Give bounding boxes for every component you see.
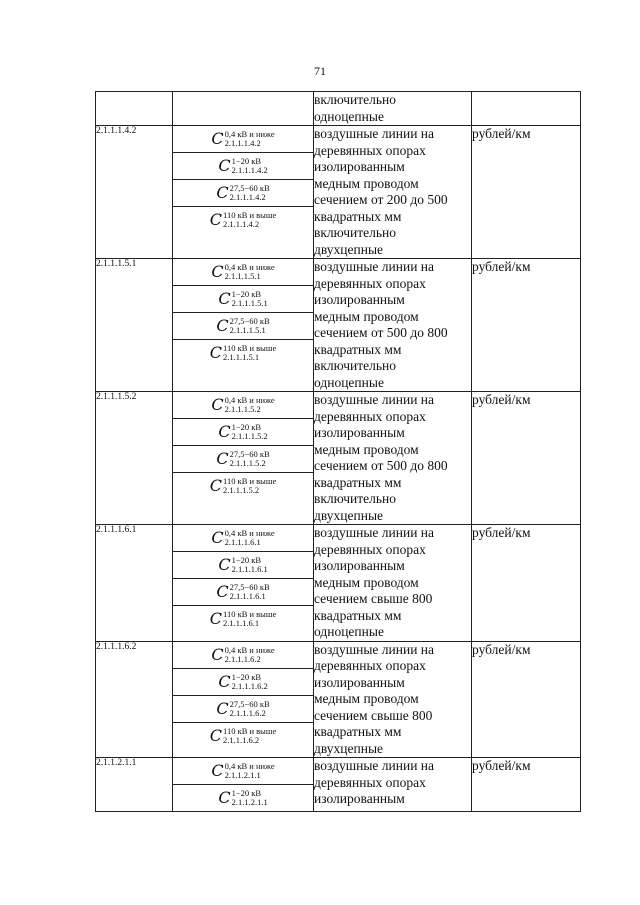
voltage-superscript: 110 кВ и выше	[223, 210, 277, 221]
row-symbols	[173, 392, 314, 525]
cost-symbol	[211, 529, 274, 547]
voltage-superscript: 110 кВ и выше	[223, 725, 277, 736]
symbol-letter: C	[218, 289, 231, 309]
voltage-superscript: 0,4 кВ и ниже	[224, 761, 275, 772]
symbol-letter: C	[209, 343, 223, 363]
cost-symbol	[218, 423, 267, 441]
symbol-letter: C	[211, 761, 224, 781]
row-description: воздушные линии на деревянных опорах изолированным медным проводом сечением от 500 до 800 квадратных мм включительно одноцепные	[314, 259, 472, 392]
voltage-superscript: 110 кВ и выше	[223, 609, 277, 620]
row-code: 2.1.1.1.5.2	[96, 392, 173, 525]
symbol-letter: C	[211, 262, 224, 282]
symbol-cell	[173, 525, 313, 552]
index-subscript: 2.1.1.1.6.2	[223, 734, 260, 745]
cost-symbol	[216, 450, 269, 468]
voltage-superscript: 0,4 кВ и ниже	[224, 395, 275, 406]
row-code: 2.1.1.1.5.1	[96, 259, 173, 392]
symbol-cell	[173, 758, 313, 785]
voltage-superscript: 1−20 кВ	[231, 289, 262, 300]
symbol-cell	[173, 392, 313, 419]
row-symbols	[173, 641, 314, 758]
table-row	[96, 758, 581, 812]
cost-symbol	[211, 646, 274, 664]
symbol-letter: C	[216, 582, 229, 602]
row-symbols	[173, 126, 314, 259]
symbol-letter: C	[211, 644, 224, 664]
row-unit: рублей/км	[472, 126, 581, 259]
voltage-superscript: 1−20 кВ	[231, 788, 262, 799]
index-subscript: 2.1.1.1.6.2	[224, 653, 261, 664]
cost-symbol	[211, 762, 274, 780]
symbol-cell	[173, 668, 313, 695]
row-code: 2.1.1.2.1.1	[96, 758, 173, 812]
symbol-list	[173, 758, 313, 811]
index-subscript: 2.1.1.1.5.1	[229, 325, 266, 336]
voltage-superscript: 0,4 кВ и ниже	[224, 644, 275, 655]
cost-symbol	[218, 157, 267, 175]
voltage-superscript: 27,5−60 кВ	[229, 316, 270, 327]
index-subscript: 2.1.1.1.5.1	[223, 352, 260, 363]
voltage-superscript: 110 кВ и выше	[223, 476, 277, 487]
symbol-letter: C	[218, 422, 231, 442]
cost-symbol	[210, 344, 276, 362]
symbol-list	[173, 642, 313, 749]
cost-symbol	[210, 211, 276, 229]
index-subscript: 2.1.1.1.6.1	[224, 537, 261, 548]
symbol-cell	[173, 153, 313, 180]
index-subscript: 2.1.1.1.6.2	[229, 707, 266, 718]
symbol-cell	[173, 180, 313, 207]
table-row	[96, 525, 581, 642]
index-subscript: 2.1.1.1.5.1	[231, 298, 268, 309]
symbol-cell	[173, 446, 313, 473]
symbol-letter: C	[209, 210, 223, 230]
symbol-cell	[173, 313, 313, 340]
index-subscript: 2.1.1.2.1.1	[224, 770, 261, 781]
symbol-cell	[173, 419, 313, 446]
cost-symbol	[216, 184, 269, 202]
row-unit: рублей/км	[472, 259, 581, 392]
cost-symbol	[218, 290, 267, 308]
voltage-superscript: 1−20 кВ	[231, 422, 262, 433]
symbol-cell	[173, 606, 313, 633]
voltage-superscript: 1−20 кВ	[231, 156, 262, 167]
row-unit	[472, 92, 581, 126]
voltage-superscript: 27,5−60 кВ	[229, 183, 270, 194]
row-description: воздушные линии на деревянных опорах изолированным	[314, 758, 472, 812]
row-description: воздушные линии на деревянных опорах изолированным медным проводом сечением свыше 800 квадратных мм двухцепные	[314, 641, 472, 758]
symbol-letter: C	[209, 476, 223, 496]
index-subscript: 2.1.1.1.6.1	[231, 564, 268, 575]
voltage-superscript: 0,4 кВ и ниже	[224, 262, 275, 273]
row-symbols	[173, 92, 314, 126]
symbol-list	[173, 259, 313, 366]
index-subscript: 2.1.1.1.5.1	[224, 271, 261, 282]
cost-symbol	[216, 583, 269, 601]
row-description: воздушные линии на деревянных опорах изолированным медным проводом сечением от 500 до 800 квадратных мм включительно двухцепные	[314, 392, 472, 525]
index-subscript: 2.1.1.1.6.2	[231, 680, 268, 691]
symbol-cell	[173, 259, 313, 286]
row-description: воздушные линии на деревянных опорах изолированным медным проводом сечением от 200 до 500 квадратных мм включительно двухцепные	[314, 126, 472, 259]
index-subscript: 2.1.1.1.4.2	[224, 138, 261, 149]
symbol-letter: C	[209, 725, 223, 745]
symbol-cell	[173, 552, 313, 579]
row-symbols	[173, 525, 314, 642]
symbol-list	[173, 525, 313, 632]
cost-symbol	[211, 130, 274, 148]
cost-symbol	[218, 673, 267, 691]
cost-symbol	[218, 556, 267, 574]
symbol-letter: C	[211, 395, 224, 415]
symbol-cell	[173, 286, 313, 313]
row-code	[96, 92, 173, 126]
table-row	[96, 126, 581, 259]
voltage-superscript: 0,4 кВ и ниже	[224, 528, 275, 539]
table-row	[96, 92, 581, 126]
symbol-letter: C	[216, 449, 229, 469]
symbol-letter: C	[218, 671, 231, 691]
row-code: 2.1.1.1.6.2	[96, 641, 173, 758]
index-subscript: 2.1.1.1.6.1	[229, 591, 266, 602]
page-number: 71	[314, 64, 326, 78]
index-subscript: 2.1.1.1.4.2	[229, 192, 266, 203]
index-subscript: 2.1.1.1.6.1	[223, 618, 260, 629]
symbol-cell	[173, 695, 313, 722]
index-subscript: 2.1.1.1.5.2	[223, 485, 260, 496]
symbol-letter: C	[218, 156, 231, 176]
cost-symbol	[211, 263, 274, 281]
row-unit: рублей/км	[472, 758, 581, 812]
cost-symbol	[216, 317, 269, 335]
cost-symbol	[210, 727, 276, 745]
symbol-letter: C	[211, 129, 224, 149]
symbol-cell	[173, 340, 313, 367]
table-row	[96, 259, 581, 392]
symbol-cell	[173, 579, 313, 606]
symbol-letter: C	[209, 609, 223, 629]
index-subscript: 2.1.1.2.1.1	[231, 797, 268, 808]
row-description: включительно одноцепные	[314, 92, 472, 126]
symbol-cell	[173, 126, 313, 153]
symbol-cell	[173, 785, 313, 812]
symbol-list	[173, 126, 313, 233]
index-subscript: 2.1.1.1.5.2	[229, 458, 266, 469]
symbol-list	[173, 392, 313, 499]
row-unit: рублей/км	[472, 392, 581, 525]
voltage-superscript: 27,5−60 кВ	[229, 449, 270, 460]
symbol-letter: C	[218, 788, 231, 808]
voltage-superscript: 110 кВ и выше	[223, 343, 277, 354]
voltage-superscript: 1−20 кВ	[231, 671, 262, 682]
row-description: воздушные линии на деревянных опорах изолированным медным проводом сечением свыше 800 квадратных мм одноцепные	[314, 525, 472, 642]
table-row	[96, 392, 581, 525]
symbol-cell	[173, 642, 313, 669]
cost-symbol	[210, 610, 276, 628]
voltage-superscript: 0,4 кВ и ниже	[224, 129, 275, 140]
row-symbols	[173, 758, 314, 812]
cost-symbol	[216, 700, 269, 718]
cost-symbol	[218, 789, 267, 807]
index-subscript: 2.1.1.1.4.2	[223, 219, 260, 230]
symbol-letter: C	[211, 528, 224, 548]
index-subscript: 2.1.1.1.5.2	[231, 431, 268, 442]
symbol-letter: C	[216, 183, 229, 203]
row-unit: рублей/км	[472, 641, 581, 758]
symbol-cell	[173, 473, 313, 500]
tariff-table	[95, 91, 581, 812]
cost-symbol	[210, 477, 276, 495]
row-symbols	[173, 259, 314, 392]
row-unit: рублей/км	[472, 525, 581, 642]
symbol-letter: C	[218, 555, 231, 575]
row-code: 2.1.1.1.4.2	[96, 126, 173, 259]
symbol-letter: C	[216, 698, 229, 718]
symbol-cell	[173, 207, 313, 234]
symbol-cell	[173, 722, 313, 749]
index-subscript: 2.1.1.1.4.2	[231, 165, 268, 176]
voltage-superscript: 1−20 кВ	[231, 555, 262, 566]
voltage-superscript: 27,5−60 кВ	[229, 582, 270, 593]
table-row	[96, 641, 581, 758]
symbol-letter: C	[216, 316, 229, 336]
row-code: 2.1.1.1.6.1	[96, 525, 173, 642]
voltage-superscript: 27,5−60 кВ	[229, 698, 270, 709]
index-subscript: 2.1.1.1.5.2	[224, 404, 261, 415]
cost-symbol	[211, 396, 274, 414]
